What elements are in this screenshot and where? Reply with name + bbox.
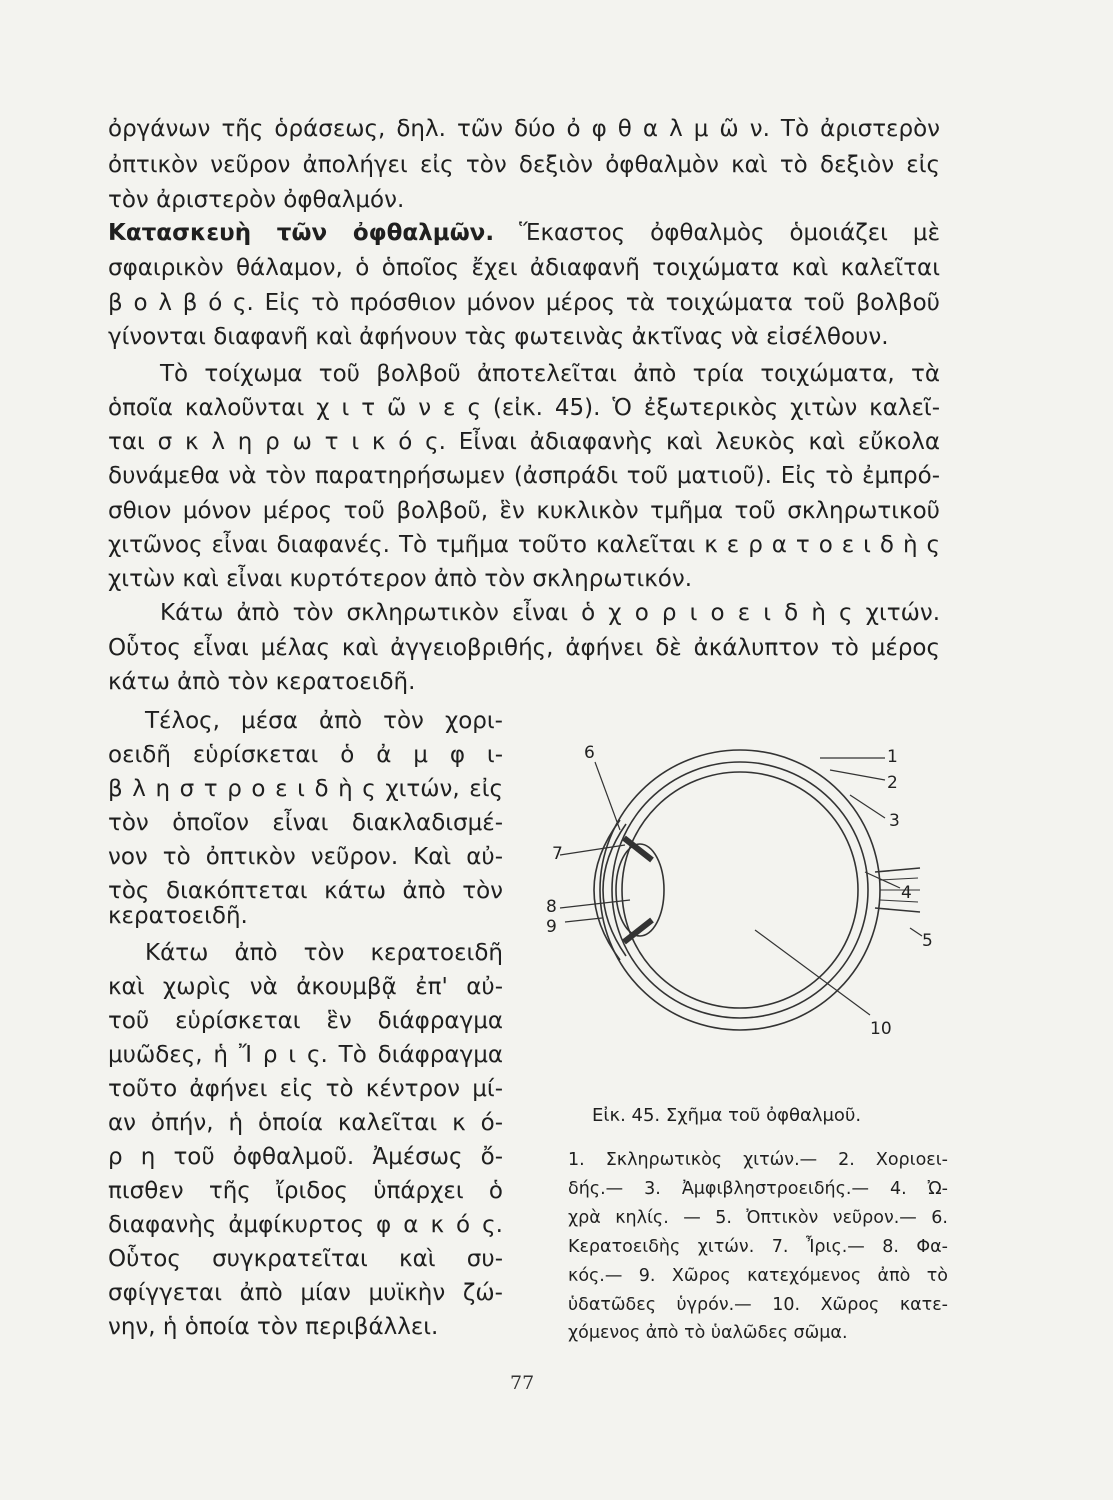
text-line: Τὸ τοίχωμα τοῦ βολβοῦ ἀποτελεῖται ἀπὸ τρία τοιχώματα, τὰ [160,361,940,387]
lens [616,844,664,936]
retina-outline [622,772,858,1008]
text-line: χιτὼν καὶ εἶναι κυρτότερον ἀπὸ τὸν σκληρωτικόν. [108,566,693,592]
caption-line: χόμενος ἀπὸ τὸ ὑαλῶδες σῶμα. [568,1323,848,1343]
choroid-outline [612,762,868,1018]
text-line: ται σ κ λ η ρ ω τ ι κ ό ς. Εἶναι ἀδιαφανὴς καὶ λευκὸς καὶ εὔκολα [108,429,940,455]
text-line: τὸν ἀριστερὸν ὀφθαλμόν. [108,187,405,213]
leader-9 [565,918,602,922]
text-line: δυνάμεθα νὰ τὸν παρατηρήσωμεν (ἀσπράδι τοῦ ματιοῦ). Εἰς τὸ ἐμπρό- [108,463,940,489]
section-heading-line [108,216,940,250]
caption-line: 1. Σκληρωτικὸς χιτών.— 2. Χοριοει- [568,1150,948,1170]
caption-line: χρὰ κηλίς. — 5. Ὀπτικὸν νεῦρον.— 6. [568,1208,948,1228]
text-line: καὶ χωρὶς νὰ ἀκουμβᾷ ἐπ' αὐ- [108,974,503,1000]
text-line: τοῦ εὑρίσκεται ἓν διάφραγμα [108,1008,503,1034]
heading-continuation: Ἕκαστος ὀφθαλμὸς ὁμοιάζει μὲ [519,220,940,246]
caption-line: κός.— 9. Χῶρος κατεχόμενος ἀπὸ τὸ [568,1266,948,1286]
text-line: πισθεν τῆς ἴριδος ὑπάρχει ὁ [108,1178,503,1204]
text-line: ὁποῖα καλοῦνται χ ι τ ῶ ν ε ς (εἰκ. 45). Ὁ ἐξωτερικὸς χιτὼν καλεῖ- [108,395,940,421]
text-line: σφαιρικὸν θάλαμον, ὁ ὁποῖος ἔχει ἀδιαφανῆ τοιχώματα καὶ καλεῖται [108,255,940,281]
leader-7 [560,845,625,855]
label-6: 6 [584,743,595,763]
label-4: 4 [901,883,912,903]
text-line: ρ η τοῦ ὀφθαλμοῦ. Ἀμέσως ὄ- [108,1144,503,1170]
caption-line: ὑδατῶδες ὑγρόν.— 10. Χῶρος κατε- [568,1295,948,1315]
label-9: 9 [546,917,557,937]
text-line: Οὗτος συγκρατεῖται καὶ συ- [108,1246,503,1272]
leader-3 [850,795,885,818]
label-10: 10 [870,1019,892,1039]
text-line: νον τὸ ὀπτικὸν νεῦρον. Καὶ αὐ- [108,844,503,870]
label-7: 7 [552,844,563,864]
label-5: 5 [922,931,933,951]
text-line: αν ὀπήν, ἡ ὁποία καλεῖται κ ό- [108,1110,503,1136]
text-line: κάτω ἀπὸ τὸν κερατοειδῆ. [108,669,416,695]
text-line: Κάτω ἀπὸ τὸν κερατοειδῆ [145,940,503,966]
text-line: β λ η σ τ ρ ο ε ι δ ὴ ς χιτών, εἰς [108,776,503,802]
text-line: Τέλος, μέσα ἀπὸ τὸν χορι- [145,708,503,734]
figure-caption-title: Εἰκ. 45. Σχῆμα τοῦ ὀφθαλμοῦ. [592,1105,862,1126]
text-line: Κάτω ἀπὸ τὸν σκληρωτικὸν εἶναι ὁ χ ο ρ ι ο ε ι δ ὴ ς χιτών. [160,600,940,626]
text-line: τὸν ὁποῖον εἶναι διακλαδισμέ- [108,810,503,836]
text-line: ὀπτικὸν νεῦρον ἀπολήγει εἰς τὸν δεξιὸν ὀφθαλμὸν καὶ τὸ δεξιὸν εἰς [108,152,940,178]
text-line: τὸς διακόπτεται κάτω ἀπὸ τὸν [108,878,503,904]
label-3: 3 [889,811,900,831]
text-line: σθιον μόνον μέρος τοῦ βολβοῦ, ἓν κυκλικὸν τμῆμα τοῦ σκληρωτικοῦ [108,498,940,524]
caption-line: δής.— 3. Ἀμφιβληστροειδής.— 4. Ὠ- [568,1179,948,1199]
text-line: ὀργάνων τῆς ὁράσεως, δηλ. τῶν δύο ὀ φ θ α λ μ ῶ ν. Τὸ ἀριστερὸν [108,116,940,142]
text-line: β ο λ β ό ς. Εἰς τὸ πρόσθιον μόνον μέρος τὰ τοιχώματα τοῦ βολβοῦ [108,290,940,316]
leader-6 [595,762,620,830]
eye-diagram-svg [540,740,945,1060]
text-line: σφίγγεται ἀπὸ μίαν μυϊκὴν ζώ- [108,1280,503,1306]
text-line: κερατοειδῆ. [108,903,248,929]
text-line: νην, ἡ ὁποία τὸν περιβάλλει. [108,1314,439,1340]
page-number: 77 [510,1372,535,1394]
label-8: 8 [546,897,557,917]
text-line: Οὗτος εἶναι μέλας καὶ ἀγγειοβριθής, ἀφήνει δὲ ἀκάλυπτον τὸ μέρος [108,635,940,661]
label-2: 2 [887,773,898,793]
leader-4 [865,872,900,888]
caption-line: Κερατοειδὴς χιτών. 7. Ἶρις.— 8. Φα- [568,1237,948,1257]
text-line: γίνονται διαφανῆ καὶ ἀφήνουν τὰς φωτεινὰς ἀκτῖνας νὰ εἰσέλθουν. [108,324,889,350]
text-line: μυῶδες, ἡ Ἴ ρ ι ς. Τὸ διάφραγμα [108,1042,503,1068]
leader-2 [830,770,885,780]
text-line: οειδῆ εὑρίσκεται ὁ ἀ μ φ ι- [108,742,503,768]
text-line: διαφανὴς ἀμφίκυρτος φ α κ ό ς. [108,1212,503,1238]
text-line: τοῦτο ἀφήνει εἰς τὸ κέντρον μί- [108,1076,503,1102]
section-heading: Κατασκευὴ τῶν ὀφθαλμῶν. [108,220,495,246]
leader-5 [910,928,922,936]
label-1: 1 [887,747,898,767]
sclera-outline [600,750,880,1030]
text-line: χιτῶνος εἶναι διαφανές. Τὸ τμῆμα τοῦτο καλεῖται κ ε ρ α τ ο ε ι δ ὴ ς [108,532,940,558]
eye-diagram [540,740,945,1060]
